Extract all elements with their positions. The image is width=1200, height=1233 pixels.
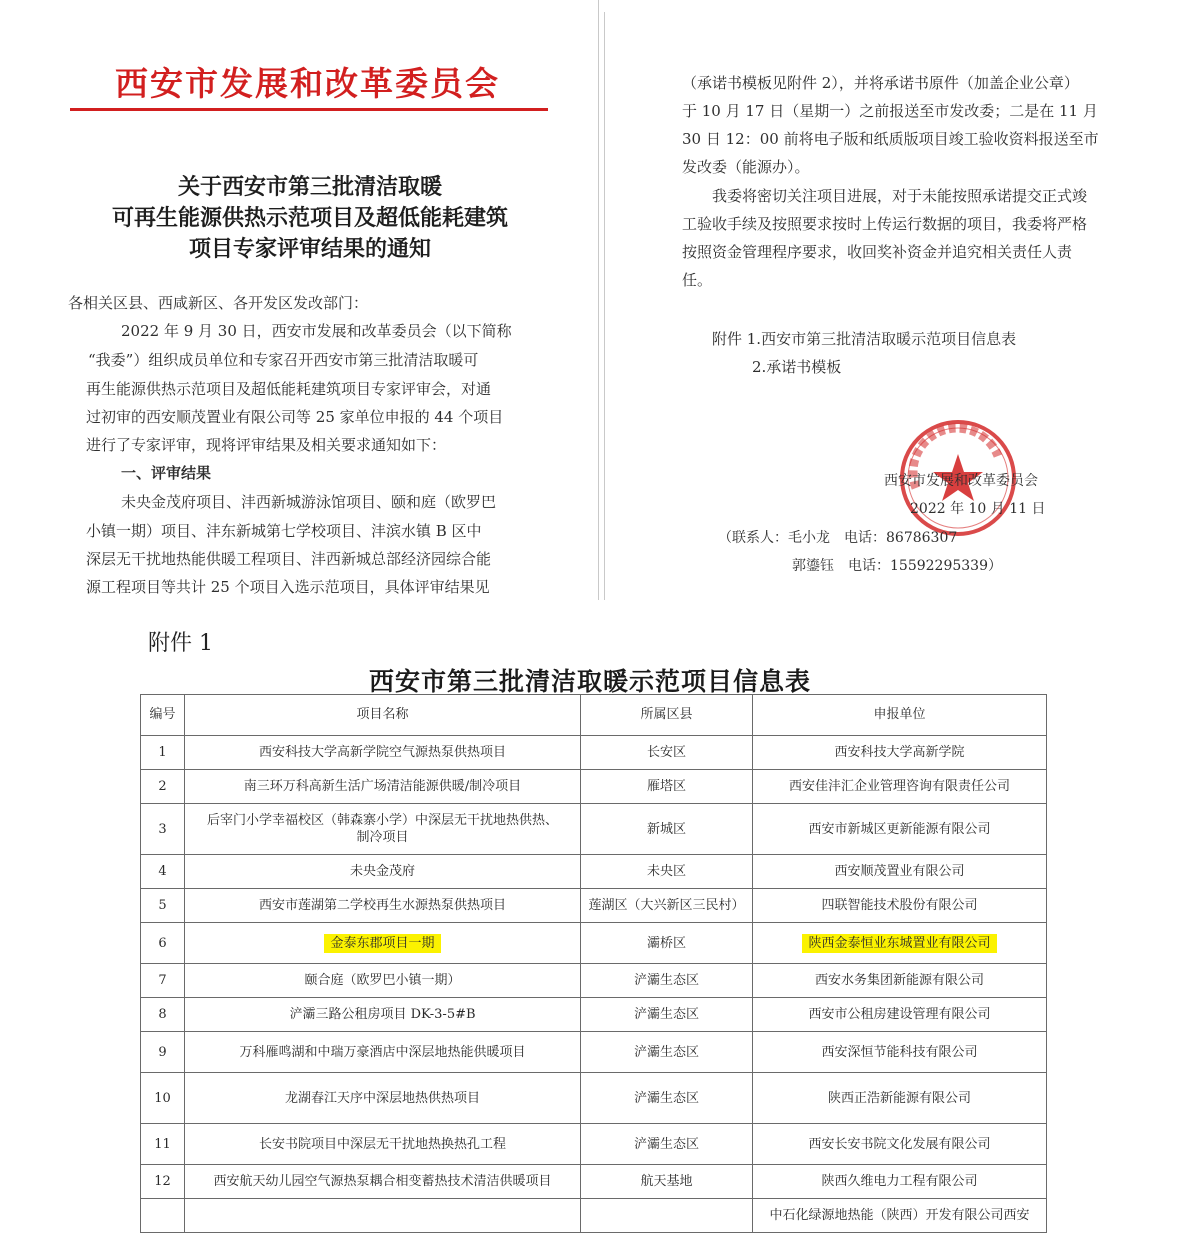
cell-district: 雁塔区	[581, 770, 753, 804]
cell-no: 1	[141, 736, 185, 770]
cell-unit	[753, 923, 1047, 964]
body-line: 源工程项目等共计 25 个项目入选示范项目，具体评审结果见	[86, 578, 490, 596]
highlighted-text: 陕西金泰恒业东城置业有限公司	[802, 934, 996, 953]
table-row-partial	[141, 1199, 1047, 1233]
cell-project-name-line-1: 后宰门小学幸福校区（韩森寨小学）中深层无干扰地热供热、	[206, 813, 558, 828]
body-line: 30 日 12：00 前将电子版和纸质版项目竣工验收资料报送至市	[682, 130, 1099, 148]
table-row	[141, 1124, 1047, 1165]
cell-unit: 西安深恒节能科技有限公司	[753, 1032, 1047, 1073]
cell-project-name: 未央金茂府	[185, 855, 581, 889]
table-row	[141, 1032, 1047, 1073]
table-row	[141, 964, 1047, 998]
header-unit: 申报单位	[753, 695, 1047, 736]
body-line: 未央金茂府项目、沣西新城游泳馆项目、颐和庭（欧罗巴	[121, 493, 497, 511]
cell-district: 航天基地	[581, 1165, 753, 1199]
cell-no: 10	[141, 1073, 185, 1124]
header-no: 编号	[141, 695, 185, 736]
table-row	[141, 889, 1047, 923]
table-row	[141, 1073, 1047, 1124]
cell-unit: 四联智能技术股份有限公司	[753, 889, 1047, 923]
cell-district	[581, 1199, 753, 1233]
cell-no: 5	[141, 889, 185, 923]
section-heading: 一、评审结果	[121, 464, 212, 482]
cell-no: 11	[141, 1124, 185, 1165]
cell-no: 2	[141, 770, 185, 804]
body-line: 深层无干扰地热能供暖工程项目、沣西新城总部经济园综合能	[86, 550, 492, 568]
body-line: 工验收手续及按照要求按时上传运行数据的项目，我委将严格	[682, 215, 1088, 233]
body-line: 小镇一期）项目、沣东新城第七学校项目、沣滨水镇 B 区中	[86, 522, 482, 540]
cell-district: 浐灞生态区	[581, 1124, 753, 1165]
cell-no: 8	[141, 998, 185, 1032]
notice-title	[100, 172, 520, 265]
cell-unit: 陕西正浩新能源有限公司	[753, 1073, 1047, 1124]
cell-no: 3	[141, 804, 185, 855]
cell-project-name: 浐灞三路公租房项目 DK-3-5#B	[185, 998, 581, 1032]
header-project-name: 项目名称	[185, 695, 581, 736]
letterhead-rule	[70, 108, 548, 111]
table-row-highlighted	[141, 923, 1047, 964]
cell-district: 浐灞生态区	[581, 998, 753, 1032]
table-header-row	[141, 695, 1047, 736]
cell-no: 7	[141, 964, 185, 998]
cell-district: 新城区	[581, 804, 753, 855]
document-page-left	[0, 0, 599, 600]
body-line: 发改委（能源办）。	[682, 158, 810, 176]
cell-project-name	[185, 923, 581, 964]
notice-title-line-2: 可再生能源供热示范项目及超低能耗建筑	[111, 205, 508, 231]
cell-district: 未央区	[581, 855, 753, 889]
header-district: 所属区县	[581, 695, 753, 736]
table-row	[141, 770, 1047, 804]
contact-line-1: （联系人：毛小龙 电话：86786307	[718, 530, 958, 546]
cell-district: 浐灞生态区	[581, 964, 753, 998]
cell-project-name: 西安科技大学高新学院空气源热泵供热项目	[185, 736, 581, 770]
cell-district: 浐灞生态区	[581, 1032, 753, 1073]
cell-unit: 陕西久维电力工程有限公司	[753, 1165, 1047, 1199]
table-row	[141, 1165, 1047, 1199]
body-line: 过初审的西安顺茂置业有限公司等 25 家单位申报的 44 个项目	[86, 408, 504, 426]
cell-project-name: 南三环万科高新生活广场清洁能源供暖/制冷项目	[185, 770, 581, 804]
contact-line-2: 郭鎏钰 电话：15592295339）	[792, 558, 1002, 574]
cell-project-name: 西安航天幼儿园空气源热泵耦合相变蓄热技术清洁供暖项目	[185, 1165, 581, 1199]
cell-project-name: 万科雁鸣湖和中瑞万豪酒店中深层地热能供暖项目	[185, 1032, 581, 1073]
highlighted-text: 金泰东郡项目一期	[324, 934, 440, 953]
cell-project-name	[185, 1199, 581, 1233]
table-title: 西安市第三批清洁取暖示范项目信息表	[368, 667, 811, 696]
cell-unit: 西安市公租房建设管理有限公司	[753, 998, 1047, 1032]
cell-unit: 西安水务集团新能源有限公司	[753, 964, 1047, 998]
signature-date: 2022 年 10 月 11 日	[910, 501, 1046, 517]
cell-unit: 西安科技大学高新学院	[753, 736, 1047, 770]
cell-unit: 中石化绿源地热能（陕西）开发有限公司西安	[753, 1199, 1047, 1233]
table-row	[141, 855, 1047, 889]
cell-project-name	[185, 804, 581, 855]
attachment-list-item: 附件 1.西安市第三批清洁取暖示范项目信息表	[712, 330, 1017, 348]
cell-no	[141, 1199, 185, 1233]
cell-project-name: 西安市莲湖第二学校再生水源热泵供热项目	[185, 889, 581, 923]
body-line: 进行了专家评审，现将评审结果及相关要求通知如下：	[86, 436, 447, 454]
cell-no: 4	[141, 855, 185, 889]
cell-district: 灞桥区	[581, 923, 753, 964]
cell-district: 长安区	[581, 736, 753, 770]
table-row	[141, 736, 1047, 770]
salutation: 各相关区县、西咸新区、各开发区发改部门：	[68, 294, 369, 312]
body-line: “我委”）组织成员单位和专家召开西安市第三批清洁取暖可	[88, 351, 479, 369]
cell-no: 9	[141, 1032, 185, 1073]
cell-project-name: 颐合庭（欧罗巴小镇一期）	[185, 964, 581, 998]
project-info-table	[140, 694, 1047, 1233]
cell-project-name: 长安书院项目中深层无干扰地热换热孔工程	[185, 1124, 581, 1165]
table-row	[141, 998, 1047, 1032]
cell-unit: 西安市新城区更新能源有限公司	[753, 804, 1047, 855]
cell-unit: 西安长安书院文化发展有限公司	[753, 1124, 1047, 1165]
signature-organization: 西安市发展和改革委员会	[884, 473, 1038, 489]
cell-no: 6	[141, 923, 185, 964]
body-line: 我委将密切关注项目进展，对于未能按照承诺提交正式竣	[712, 187, 1088, 205]
body-line: （承诺书模板见附件 2），并将承诺书原件（加盖企业公章）	[682, 74, 1079, 92]
body-line: 再生能源供热示范项目及超低能耗建筑项目专家评审会，对通	[86, 380, 492, 398]
table-row	[141, 804, 1047, 855]
attachment-label: 附件 1	[148, 631, 213, 656]
cell-project-name-line-2: 制冷项目	[356, 830, 409, 845]
letterhead-title: 西安市发展和改革委员会	[115, 64, 500, 103]
body-line: 按照资金管理程序要求，收回奖补资金并追究相关责任人责	[682, 243, 1073, 261]
cell-unit: 西安顺茂置业有限公司	[753, 855, 1047, 889]
notice-title-line-1: 关于西安市第三批清洁取暖	[177, 174, 442, 200]
attachment-list-item: 2.承诺书模板	[752, 358, 842, 376]
notice-title-line-3: 项目专家评审结果的通知	[188, 236, 431, 262]
cell-unit: 西安佳沣汇企业管理咨询有限责任公司	[753, 770, 1047, 804]
cell-no: 12	[141, 1165, 185, 1199]
body-line: 任。	[682, 271, 713, 289]
cell-project-name: 龙湖春江天序中深层地热供热项目	[185, 1073, 581, 1124]
cell-district: 浐灞生态区	[581, 1073, 753, 1124]
cell-district: 莲湖区（大兴新区三民村）	[581, 889, 753, 923]
body-line: 2022 年 9 月 30 日，西安市发展和改革委员会（以下简称	[121, 322, 512, 340]
body-line: 于 10 月 17 日（星期一）之前报送至市发改委；二是在 11 月	[682, 102, 1098, 120]
